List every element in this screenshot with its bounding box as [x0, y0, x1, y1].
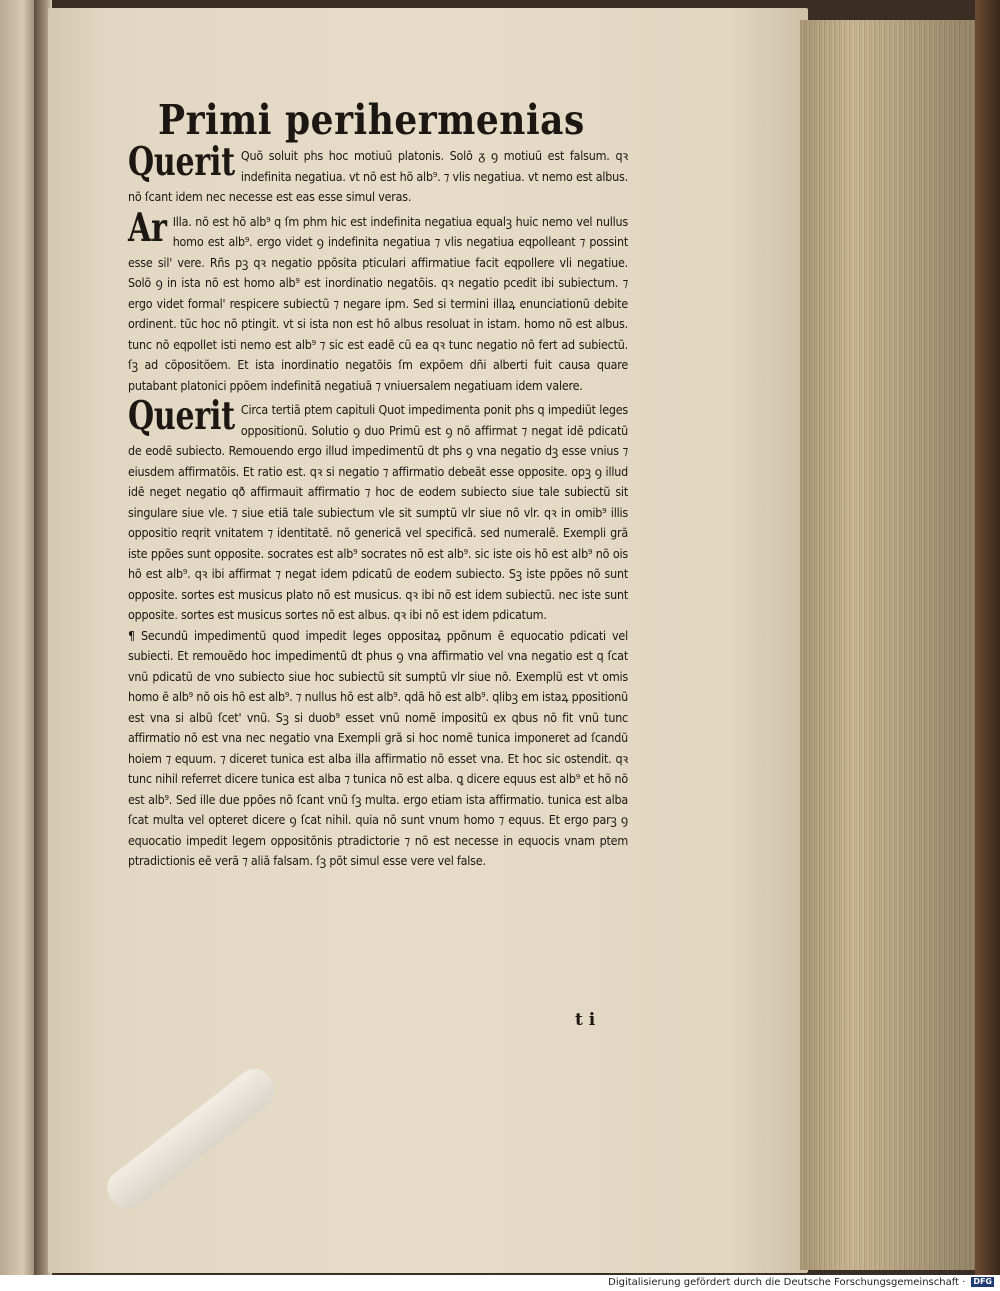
page-block-fore-edge — [800, 20, 975, 1270]
paragraph-text: Circa tertiã ptem capituli Quot impedimenta ponit phs q impediũt leges oppositionũ. Solutio ꝯ duo Primũ est ꝯ nõ affirmat ⁊ negat idẽ pdicatũ de eodẽ subiecto. Remouendo ergo illud impedimentũ dt phs ꝯ vna negatio dꝫ esse vnius ⁊ eiusdem affirmatõis. Et ratio est. qꝛ si negatio ⁊ affirmatio debeãt esse opposite. opꝫ ꝯ illud idẽ neget negatio qð affirmauit affirmatio ⁊ hoc de eodem subiecto siue tale subiectũ sit singulare siue vle. ⁊ siue etiã tale subiectum vle sit sumptũ vlr siue nõ vlr. qꝛ in omib⁹ illis oppositio reqrit vnitatem ⁊ identitatẽ. nõ genericã vel specificã. sed numeralẽ. Exempli grã iste ppões sunt opposite. socrates est alb⁹ socrates nõ est alb⁹. sic iste ois hõ est alb⁹ nõ ois hõ est alb⁹. qꝛ ibi affirmat ⁊ negat idem pdicatũ de eodem subiecto. Sꝫ iste ppões nõ sunt opposite. sortes est musicus plato nõ est musicus. qꝛ ibi nõ est idem subiectũ. nec iste sunt opposite. sortes est musicus sortes nõ est albus. qꝛ ibi nõ est idem pdicatum. — [128, 402, 628, 622]
paragraph-2 — [128, 205, 628, 397]
paragraph-initial: Ar — [128, 205, 167, 252]
footer — [0, 1275, 1000, 1291]
paragraph-1 — [128, 140, 628, 208]
text-block — [128, 96, 628, 872]
paragraph-initial: Querit — [128, 140, 235, 186]
book-cover-edge — [975, 0, 1000, 1275]
previous-page-edge — [0, 0, 38, 1275]
signature-mark: t i — [575, 1010, 596, 1030]
footer-text: Digitalisierung gefördert durch die Deutsche Forschungsgemeinschaft · — [608, 1277, 966, 1288]
dfg-logo: DFG — [973, 1277, 992, 1286]
paragraph-4 — [128, 626, 628, 872]
paragraph-text: Illa. nõ est hõ alb⁹ q ſm phm hic est indefinita negatiua equalꝫ huic nemo vel nullus homo est alb⁹. ergo videt ꝯ indefinita negatiua ⁊ vlis negatiua eqpolleant ⁊ possint esse sil' vere. Rñs pꝫ qꝛ negatio ppõsita pticulari affirmatiue facit eqpollere vli negatiue. Solõ ꝯ in ista nõ est homo alb⁹ est inordinatio negatõis. qꝛ negatio pcedit ibi subiectum. ⁊ ergo videt formal' respicere subiectũ ⁊ negare ipm. Sed si termini illaꝝ enunciationũ debite ordinent. tũc hoc nõ ptingit. vt si ista non est hõ albus resoluat in istam. homo nõ est albus. tunc nõ eqpollet isti nemo est alb⁹ ⁊ sic est eadẽ cũ ea qꝛ tunc negatio nõ fert ad subiectũ. ſꝫ ad cõpositõem. Et ista inordinatio negatõis ſm expõem dñi alberti fuit causa quare putabant platonici ppõem indefinitã negatiuã ⁊ vniuersalem negatiuam idem valere. — [128, 213, 628, 393]
paragraph-text: ¶ Secundũ impedimentũ quod impedit leges oppositaꝝ ppõnum ẽ equocatio pdicati vel subiecti. Et remouẽdo hoc impedimentũ dt phus ꝯ vna affirmatio vel vna negatio est q ſcat vnũ pdicatũ de vno subiecto siue hoc subiectũ sit sumptũ vlr siue nõ. Exemplũ est vt omis homo ẽ alb⁹ nõ ois hõ est alb⁹. ⁊ nullus hõ est alb⁹. qdã hõ est alb⁹. qlibꝫ em istaꝝ ppositionũ est vna si albũ ſcet' vnũ. Sꝫ si duob⁹ esset vnũ nomẽ impositũ ex qbus nõ fit vnũ tunc affirmatio nõ est vna nec negatio vna Exempli grã si hoc nomẽ tunica imponeret ad ſcandũ hoiem ⁊ equum. ⁊ diceret tunica est alba illa affirmatio nõ esset vna. Et hoc sic ostendit. qꝛ tunc nihil referret dicere tunica est alba ⁊ tunica nõ est alba. ꝗ dicere equus est alb⁹ et hõ nõ est alb⁹. Sed ille due ppões nõ ſcant vnũ ſꝫ multa. ergo etiam ista affirmatio. tunica est alba ſcat multa vel opteret dicere ꝯ ſcat nihil. quia nõ sunt vnum homo ⁊ equus. Et ergo parꝫ ꝯ equocatio impedit legem oppositõnis ptradictorie ⁊ nõ est necesse in equocis vnam ptem ptradictionis eẽ verã ⁊ aliã falsam. ſꝫ põt simul esse vere vel false. — [128, 627, 628, 868]
running-title: Primi perihermenias — [158, 96, 585, 145]
paragraph-3 — [128, 394, 628, 626]
paragraph-text: Quõ soluit phs hoc motiuũ platonis. Solõ ᵹ ꝯ motiuũ est falsum. qꝛ indefinita negatiua. vt nõ est hõ alb⁹. ⁊ vlis negatiua. vt nemo est albus. nõ ſcant idem nec necesse est eas esse simul veras. — [128, 148, 628, 204]
paragraph-initial: Querit — [128, 394, 235, 440]
